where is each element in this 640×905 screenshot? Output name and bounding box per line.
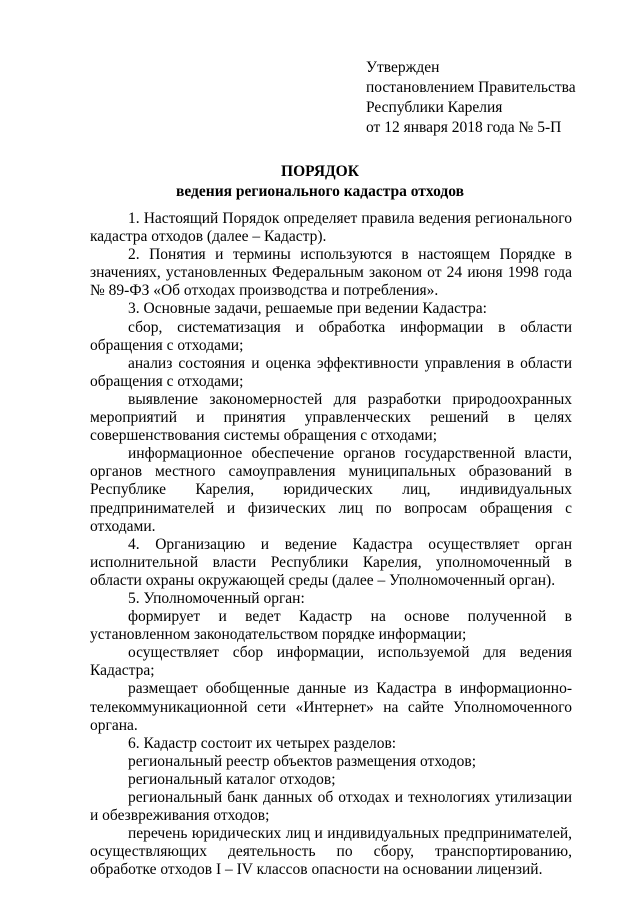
paragraph: 5. Уполномоченный орган:: [128, 589, 305, 607]
paragraph: сбор, систематизация и обработка информации в области обращения с отходами;: [90, 318, 572, 354]
paragraph: региональный банк данных об отходах и технологиях утилизации и обезвреживания отходов;: [90, 789, 572, 825]
paragraph: региональный реестр объектов размещения отходов;: [128, 752, 477, 770]
approval-stamp: [366, 58, 576, 138]
paragraph: размещает обобщенные данные из Кадастра в информационно-телекоммуникационной сети «Интернет» на сайте Уполномоченного органа.: [90, 680, 572, 734]
document-title: ПОРЯДОК: [281, 163, 359, 180]
paragraph: 2. Понятия и термины используются в настоящем Порядке в значениях, установленных Федеральным законом от 24 июня 1998 года № 89-ФЗ «Об отходах производства и потребления».: [90, 246, 572, 300]
paragraph: перечень юридических лиц и индивидуальных предпринимателей, осуществляющих деятельность по сбору, транспортированию, обработке отходов I – IV классов опасности на основании лицензий.: [90, 825, 572, 879]
paragraph: региональный каталог отходов;: [128, 770, 336, 788]
paragraph: 6. Кадастр состоит их четырех разделов:: [128, 734, 397, 752]
paragraph: информационное обеспечение органов государственной власти, органов местного самоуправления муниципальных образований в Республике Карелия, юридических лиц, индивидуальных предпринимателей и физических лиц по вопросам обращения с отходами.: [90, 445, 572, 535]
paragraph: 3. Основные задачи, решаемые при ведении Кадастра:: [128, 300, 487, 318]
approval-line-1: Утвержден: [366, 59, 440, 76]
paragraph: 1. Настоящий Порядок определяет правила ведения регионального кадастра отходов (далее – Кадастр).: [90, 210, 572, 246]
approval-line-2: постановлением Правительства: [366, 79, 576, 96]
paragraph: выявление закономерностей для разработки природоохранных мероприятий и принятия управленческих решений в целях совершенствования системы обращения с отходами;: [90, 390, 572, 445]
paragraph: 4. Организацию и ведение Кадастра осуществляет орган исполнительной власти Республики Карелия, уполномоченный в области охраны окружающей среды (далее – Уполномоченный орган).: [90, 535, 572, 589]
document-subtitle: ведения регионального кадастра отходов: [176, 183, 464, 200]
paragraph: анализ состояния и оценка эффективности управления в области обращения с отходами;: [90, 354, 572, 390]
approval-line-3: Республики Карелия: [366, 99, 503, 116]
paragraph: осуществляет сбор информации, используемой для ведения Кадастра;: [90, 644, 572, 680]
approval-line-4: от 12 января 2018 года № 5-П: [366, 119, 562, 136]
document-body: [90, 210, 572, 879]
paragraph: формирует и ведет Кадастр на основе полученной в установленном законодательством порядке информации;: [90, 608, 572, 644]
